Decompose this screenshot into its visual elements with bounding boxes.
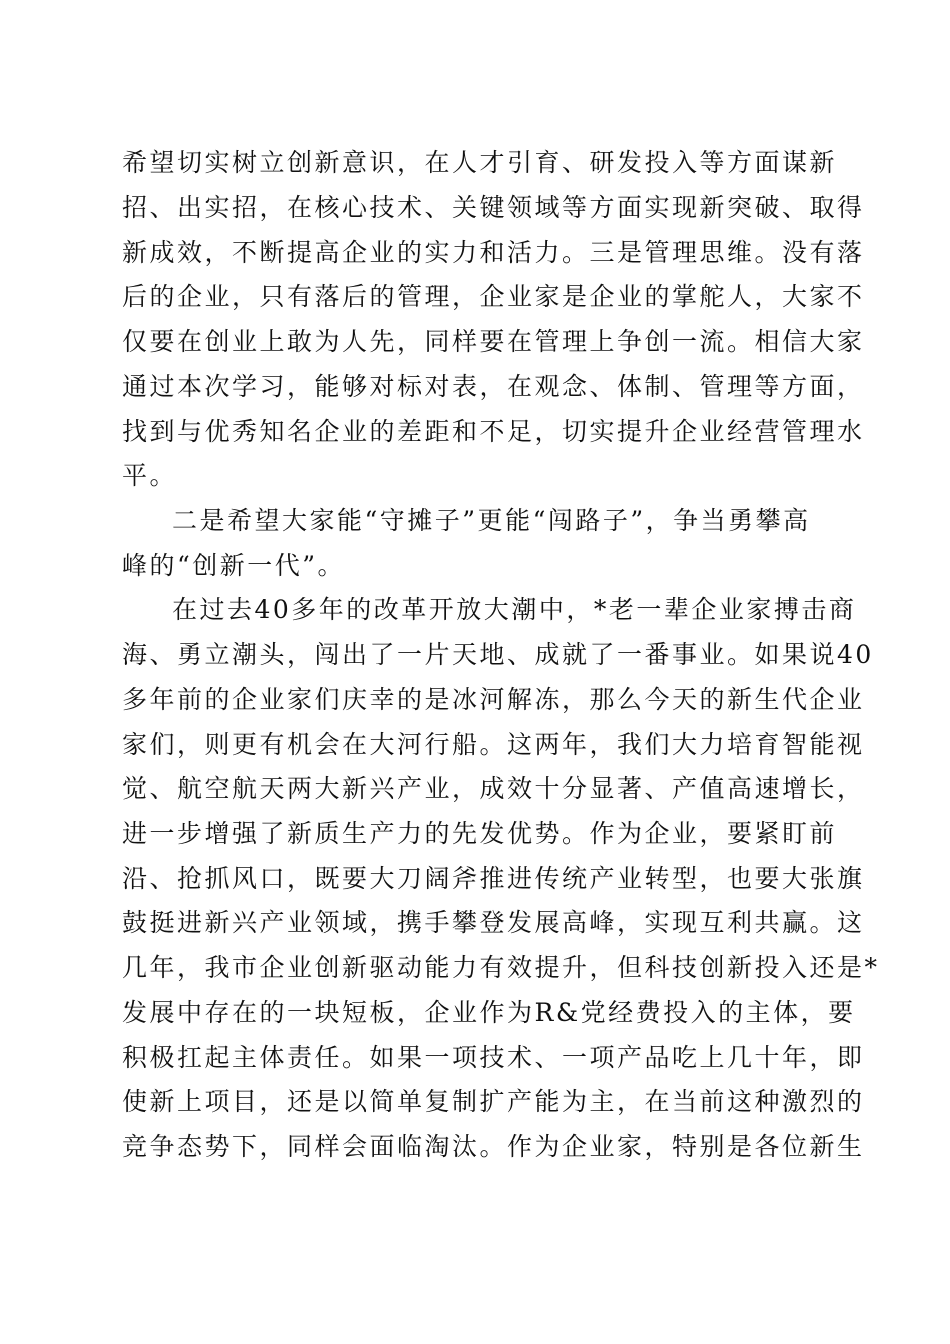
- text-line: 竞争态势下，同样会面临淘汰。作为企业家，特别是各位新生: [122, 1132, 865, 1161]
- paragraph-heading: 二是希望大家能“守摊子”更能“闯路子”，争当勇攀高: [172, 506, 811, 535]
- text-line: 峰的“创新一代”。: [122, 551, 346, 580]
- text-line: 仅要在创业上敢为人先，同样要在管理上争创一流。相信大家: [122, 327, 865, 356]
- text-line: 发展中存在的一块短板，企业作为R&党经费投入的主体，要: [122, 998, 856, 1027]
- text-line: 觉、航空航天两大新兴产业，成效十分显著、产值高速增长，: [122, 774, 865, 803]
- text-line: 家们，则更有机会在大河行船。这两年，我们大力培育智能视: [122, 730, 865, 759]
- text-line: 找到与优秀知名企业的差距和不足，切实提升企业经营管理水: [122, 417, 865, 446]
- text-line: 使新上项目，还是以简单复制扩产能为主，在当前这种激烈的: [122, 1087, 865, 1116]
- text-line: 新成效，不断提高企业的实力和活力。三是管理思维。没有落: [122, 238, 865, 267]
- text-line: 沿、抢抓风口，既要大刀阔斧推进传统产业转型，也要大张旗: [122, 864, 865, 893]
- text-line: 多年前的企业家们庆幸的是冰河解冻，那么今天的新生代企业: [122, 685, 865, 714]
- text-line: 进一步增强了新质生产力的先发优势。作为企业，要紧盯前: [122, 819, 838, 848]
- text-line: 平。: [122, 461, 178, 490]
- text-line: 鼓挺进新兴产业领域，携手攀登发展高峰，实现互利共赢。这: [122, 908, 865, 937]
- text-line: 几年，我市企业创新驱动能力有效提升，但科技创新投入还是*: [122, 953, 880, 982]
- text-line: 通过本次学习，能够对标对表，在观念、体制、管理等方面，: [122, 372, 865, 401]
- text-line: 积极扛起主体责任。如果一项技术、一项产品吃上几十年，即: [122, 1043, 865, 1072]
- text-line: 海、勇立潮头，闯出了一片天地、成就了一番事业。如果说40: [122, 640, 874, 669]
- text-line: 后的企业，只有落后的管理，企业家是企业的掌舵人，大家不: [122, 282, 865, 311]
- text-line: 招、出实招，在核心技术、关键领域等方面实现新突破、取得: [122, 193, 865, 222]
- paragraph-start: 在过去40多年的改革开放大潮中，*老一辈企业家搏击商: [172, 595, 857, 624]
- text-line: 希望切实树立创新意识，在人才引育、研发投入等方面谋新: [122, 148, 838, 177]
